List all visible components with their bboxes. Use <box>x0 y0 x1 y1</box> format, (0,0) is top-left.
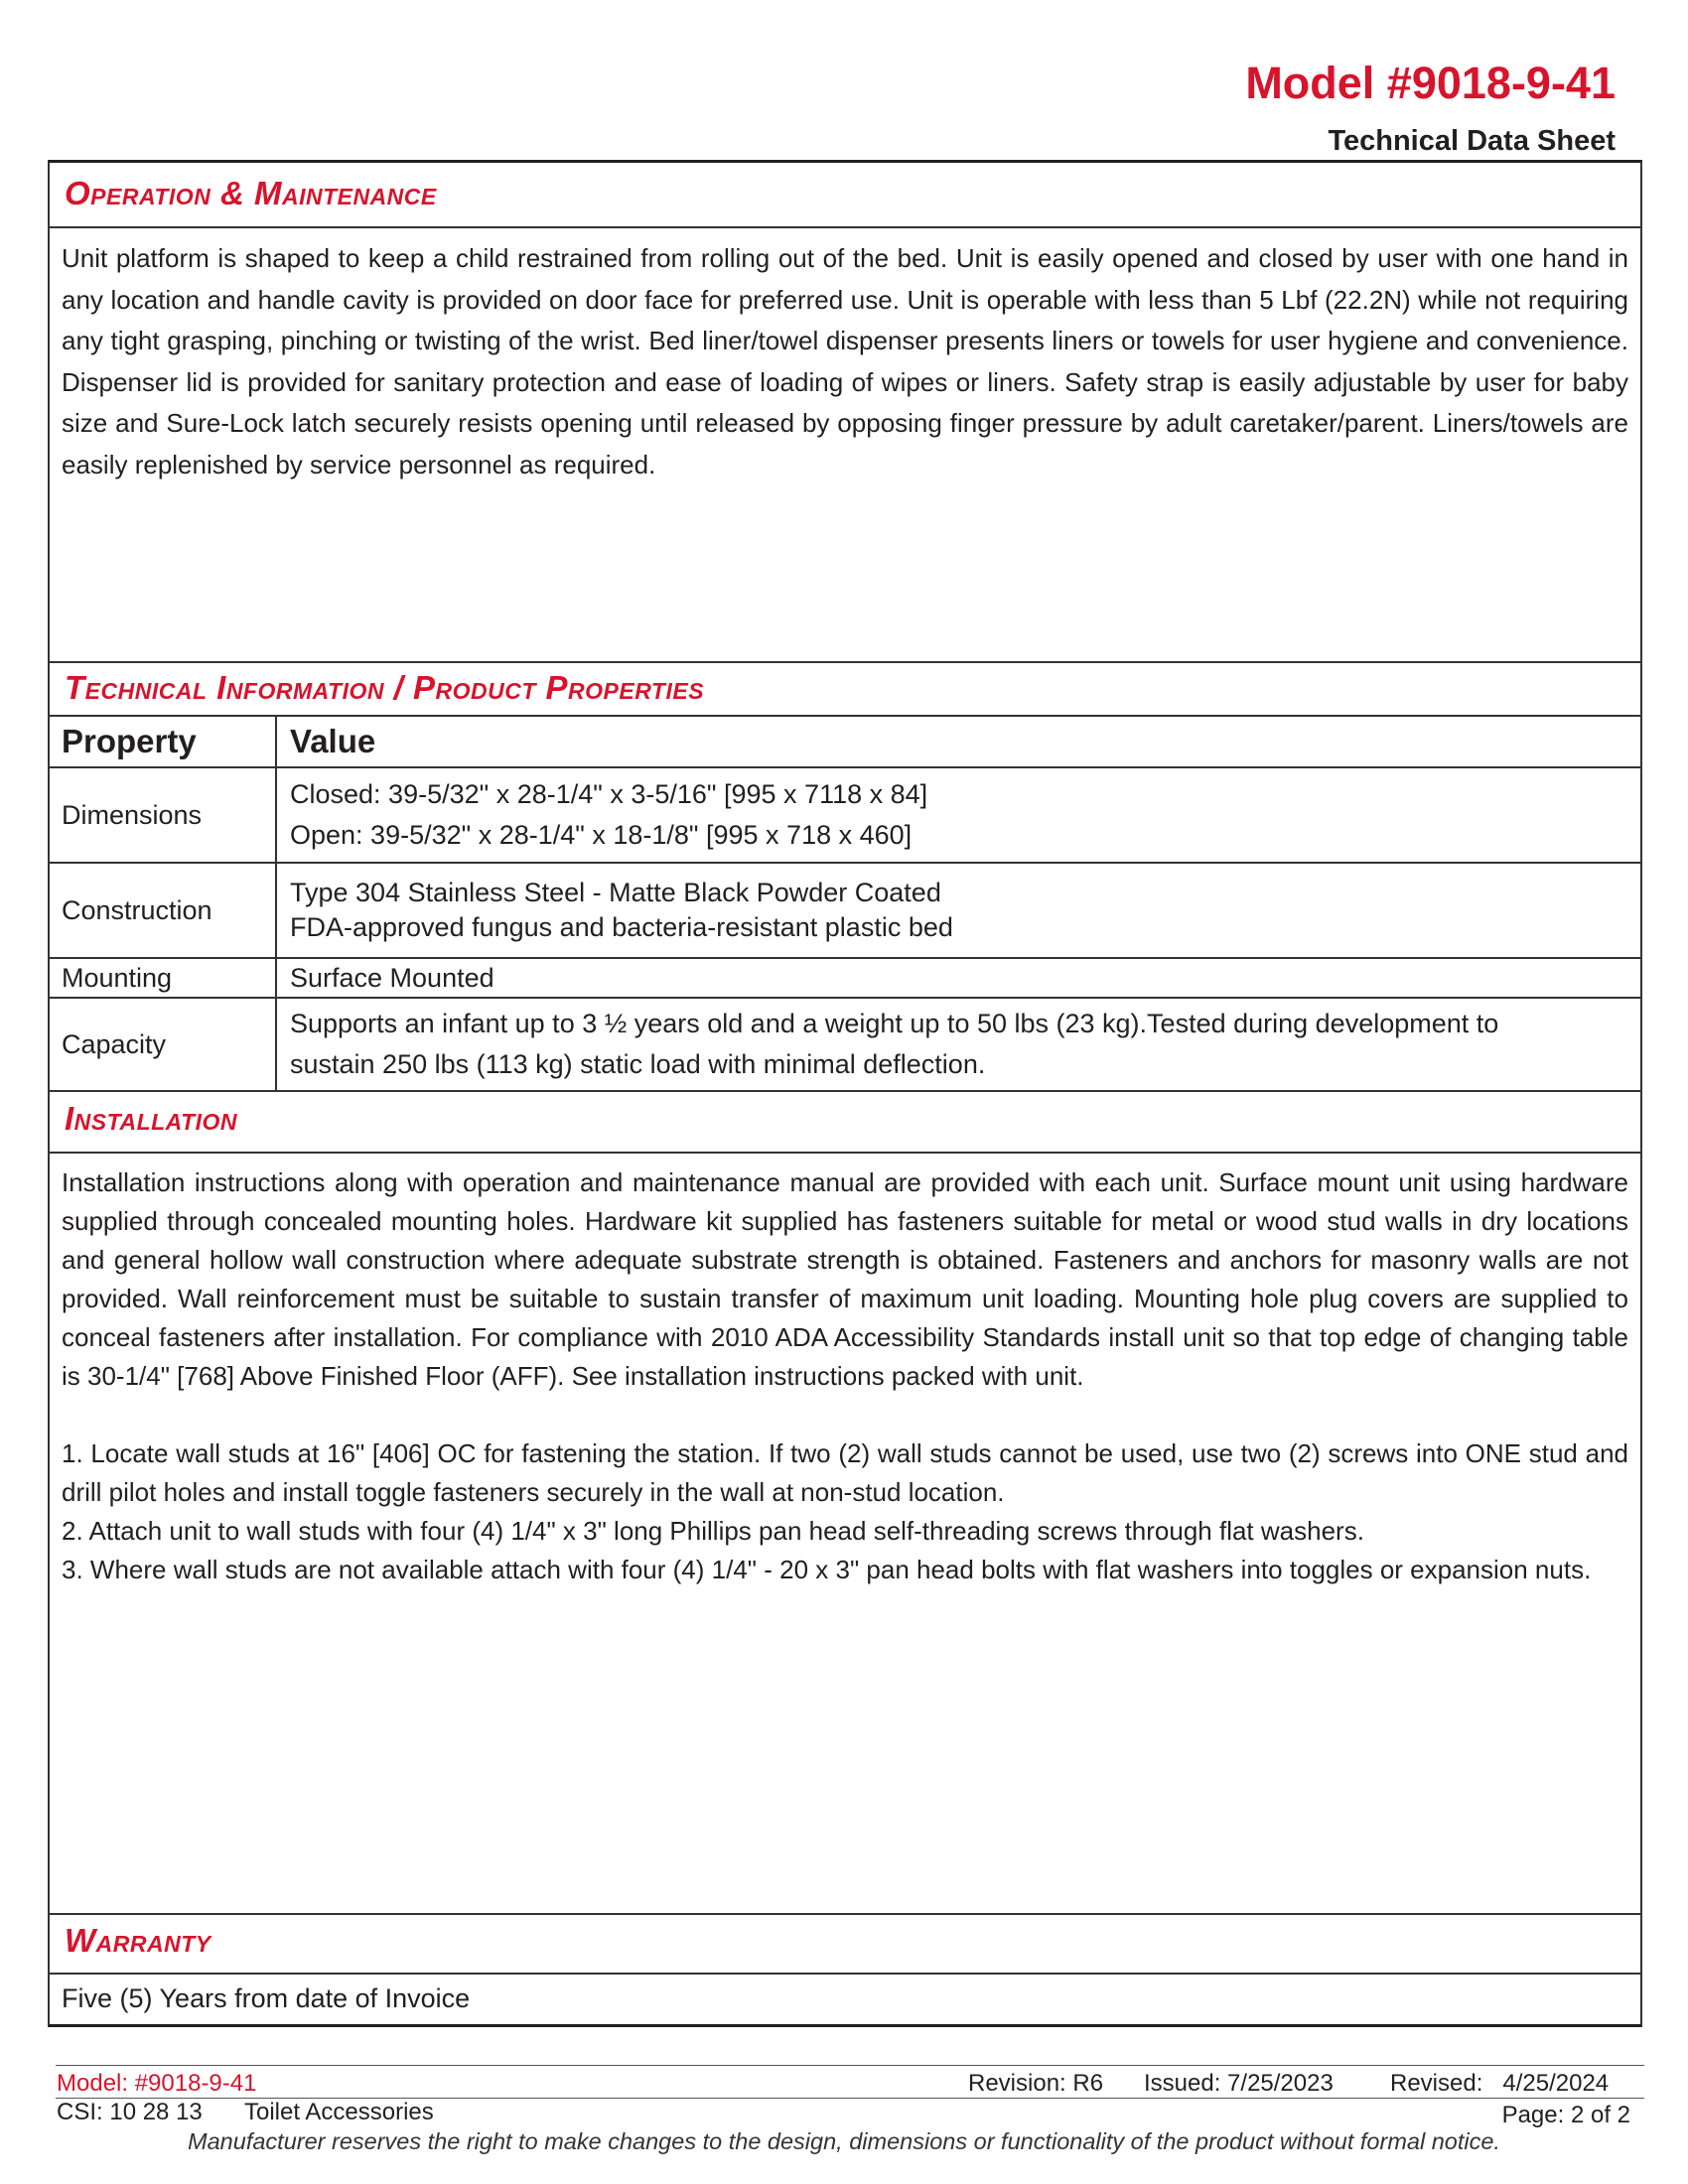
divider <box>50 1913 1640 1915</box>
installation-section-title: Installation <box>65 1100 238 1137</box>
property-cell: Capacity <box>50 999 277 1090</box>
table-row <box>50 864 1640 959</box>
footer-model: Model: #9018-9-41 <box>57 2070 257 2097</box>
value-line: Surface Mounted <box>290 962 494 993</box>
value-line: Type 304 Stainless Steel - Matte Black Powder Coated <box>290 878 941 907</box>
footer-disclaimer: Manufacturer reserves the right to make changes to the design, dimensions or functionality of the product without formal notice. <box>188 2128 1500 2154</box>
value-line: FDA-approved fungus and bacteria-resistant plastic bed <box>290 912 953 942</box>
value-cell <box>277 999 1640 1090</box>
property-cell: Dimensions <box>50 768 277 862</box>
installation-step: 3. Where wall studs are not available attach with four (4) 1/4" - 20 x 3" pan head bolts with flat washers into toggles or expansion nuts. <box>62 1555 1592 1584</box>
installation-text: Installation instructions along with operation and maintenance manual are provided with each unit. Surface mount unit using hardware supplied through concealed mounting holes. Hardware kit supplied has fasteners suitable for metal or wood stud walls in dry locations and general hollow wall construction where adequate substrate strength is obtained. Fasteners and anchors for masonry walls are not provided. Wall reinforcement must be suitable to sustain transfer of maximum unit loading. Mounting hole plug covers are supplied to conceal fasteners after installation. For compliance with 2010 ADA Accessibility Standards install unit so that top edge of changing table is 30-1/4" [768] Above Finished Floor (AFF). See installation instructions packed with unit. <box>62 1167 1628 1391</box>
table-row <box>50 999 1640 1092</box>
divider <box>50 1973 1640 1975</box>
footer-rule <box>56 2065 1644 2066</box>
installation-step: 1. Locate wall studs at 16" [406] OC for fastening the station. If two (2) wall studs cannot be used, use two (2) screws into ONE stud and drill pilot holes and install toggle fasteners securely in the wall at non-stud location. <box>62 1438 1628 1507</box>
divider <box>50 226 1640 228</box>
value-line: Open: 39-5/32" x 28-1/4" x 18-1/8" [995 x 718 x 460] <box>290 820 913 850</box>
value-column-header: Value <box>290 723 376 759</box>
value-line: Supports an infant up to 3 ½ years old and a weight up to 50 lbs (23 kg).Tested during development to <box>290 1009 1499 1038</box>
footer-revision: Revision: R6 <box>968 2070 1104 2097</box>
footer-issued: Issued: 7/25/2023 <box>1144 2070 1334 2097</box>
operation-text: Unit platform is shaped to keep a child restrained from rolling out of the bed. Unit is easily opened and closed by user with one hand in any location and handle cavity is provided on door face for preferred use. Unit is operable with less than 5 Lbf (22.2N) while not requiring any tight grasping, pinching or twisting of the wrist. Bed liner/towel dispenser presents liners or towels for user hygiene and convenience. Dispenser lid is provided for sanitary protection and ease of loading of wipes or liners. Safety strap is easily adjustable by user for baby size and Sure-Lock latch securely resists opening until released by opposing finger pressure by adult caretaker/parent. Liners/towels are easily replenished by service personnel as required. <box>62 243 1628 479</box>
property-cell: Mounting <box>50 959 277 997</box>
table-row <box>50 768 1640 864</box>
operation-section-title: Operation & Maintenance <box>65 175 437 211</box>
technical-section-title: Technical Information / Product Properties <box>65 669 705 706</box>
footer-page-number: Page: 2 of 2 <box>1501 2102 1630 2128</box>
table-header-row <box>50 717 1640 768</box>
model-title: Model #9018-9-41 <box>1245 58 1616 108</box>
value-cell <box>277 768 1640 862</box>
warranty-section-title: Warranty <box>65 1922 211 1959</box>
data-sheet-frame <box>48 160 1642 2027</box>
footer-csi: CSI: 10 28 13 <box>57 2099 203 2125</box>
value-line: sustain 250 lbs (113 kg) static load with minimal deflection. <box>290 1049 986 1079</box>
warranty-text: Five (5) Years from date of Invoice <box>62 1983 471 2013</box>
divider <box>50 661 1640 663</box>
property-cell: Construction <box>50 864 277 957</box>
paragraph-spacer <box>62 1396 1628 1434</box>
sheet-subtitle: Technical Data Sheet <box>1328 125 1616 157</box>
value-line: Closed: 39-5/32" x 28-1/4" x 3-5/16" [995 x 7118 x 84] <box>290 779 928 809</box>
installation-step: 2. Attach unit to wall studs with four (4) 1/4" x 3" long Phillips pan head self-threading screws through flat washers. <box>62 1516 1364 1546</box>
property-column-header: Property <box>50 717 277 766</box>
installation-text-block <box>62 1163 1628 1589</box>
divider <box>50 1152 1640 1154</box>
footer-revised: Revised: 4/25/2024 <box>1390 2070 1610 2097</box>
value-cell <box>277 864 1640 957</box>
table-row <box>50 959 1640 999</box>
footer-category: Toilet Accessories <box>244 2099 434 2125</box>
value-cell <box>277 959 1640 997</box>
